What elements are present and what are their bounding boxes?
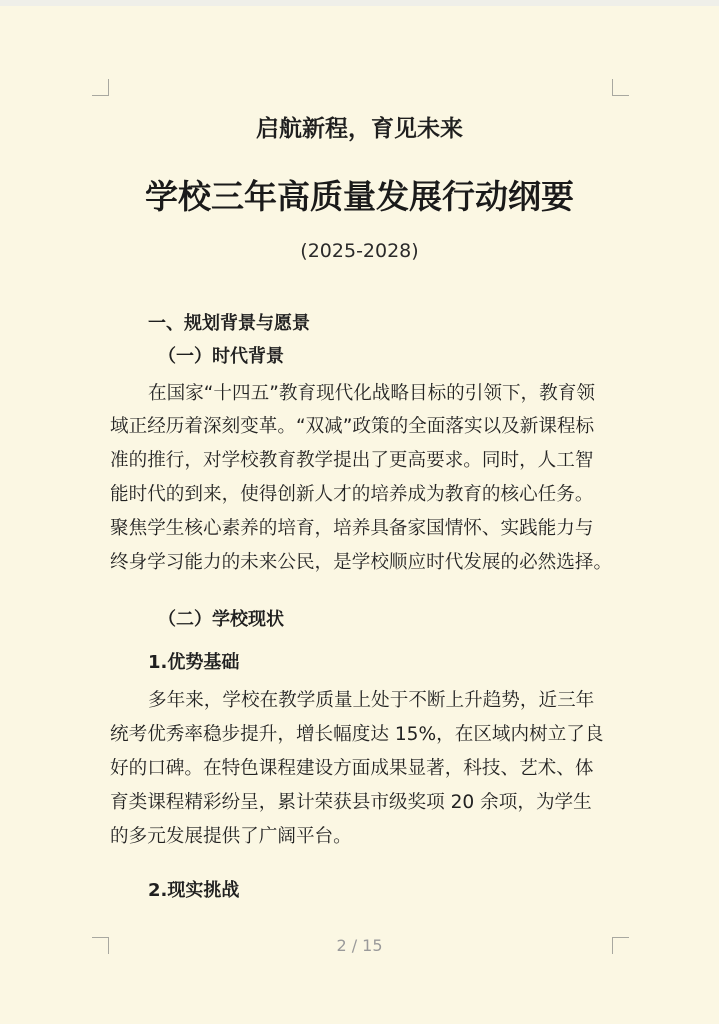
page-indicator: 2 / 15 bbox=[336, 936, 383, 955]
document-title: 学校三年高质量发展行动纲要 bbox=[145, 177, 574, 216]
paragraph-line: 准的推行，对学校教育教学提出了更高要求。同时，人工智 bbox=[110, 450, 594, 471]
crop-mark-top-right bbox=[612, 79, 629, 96]
paragraph-line: 统考优秀率稳步提升，增长幅度达 15%，在区域内树立了良 bbox=[110, 724, 604, 745]
paragraph-line: 的多元发展提供了广阔平台。 bbox=[110, 826, 352, 847]
paragraph-line: 育类课程精彩纷呈，累计荣获县市级奖项 20 余项，为学生 bbox=[110, 792, 592, 813]
paragraph-line: 域正经历着深刻变革。“双减”政策的全面落实以及新课程标 bbox=[110, 416, 595, 437]
document-years: (2025-2028) bbox=[300, 240, 419, 262]
paragraph-line: 好的口碑。在特色课程建设方面成果显著，科技、艺术、体 bbox=[110, 758, 594, 779]
document-subtitle: 启航新程，育见未来 bbox=[256, 116, 463, 142]
document-page bbox=[0, 6, 719, 1024]
crop-mark-top-left bbox=[92, 79, 109, 96]
paragraph-line: 多年来，学校在教学质量上处于不断上升趋势，近三年 bbox=[148, 690, 595, 711]
item-heading-1: 1.优势基础 bbox=[148, 652, 240, 673]
subsection-heading-2: （二）学校现状 bbox=[158, 609, 284, 630]
paragraph-line: 终身学习能力的未来公民，是学校顺应时代发展的必然选择。 bbox=[110, 552, 613, 573]
subsection-heading-1: （一）时代背景 bbox=[158, 346, 284, 367]
paragraph-line: 聚焦学生核心素养的培育，培养具备家国情怀、实践能力与 bbox=[110, 518, 594, 539]
paragraph-line: 能时代的到来，使得创新人才的培养成为教育的核心任务。 bbox=[110, 484, 594, 505]
section-heading-1: 一、规划背景与愿景 bbox=[148, 313, 310, 334]
item-heading-2: 2.现实挑战 bbox=[148, 880, 240, 901]
paragraph-line: 在国家“十四五”教育现代化战略目标的引领下，教育领 bbox=[148, 383, 595, 404]
